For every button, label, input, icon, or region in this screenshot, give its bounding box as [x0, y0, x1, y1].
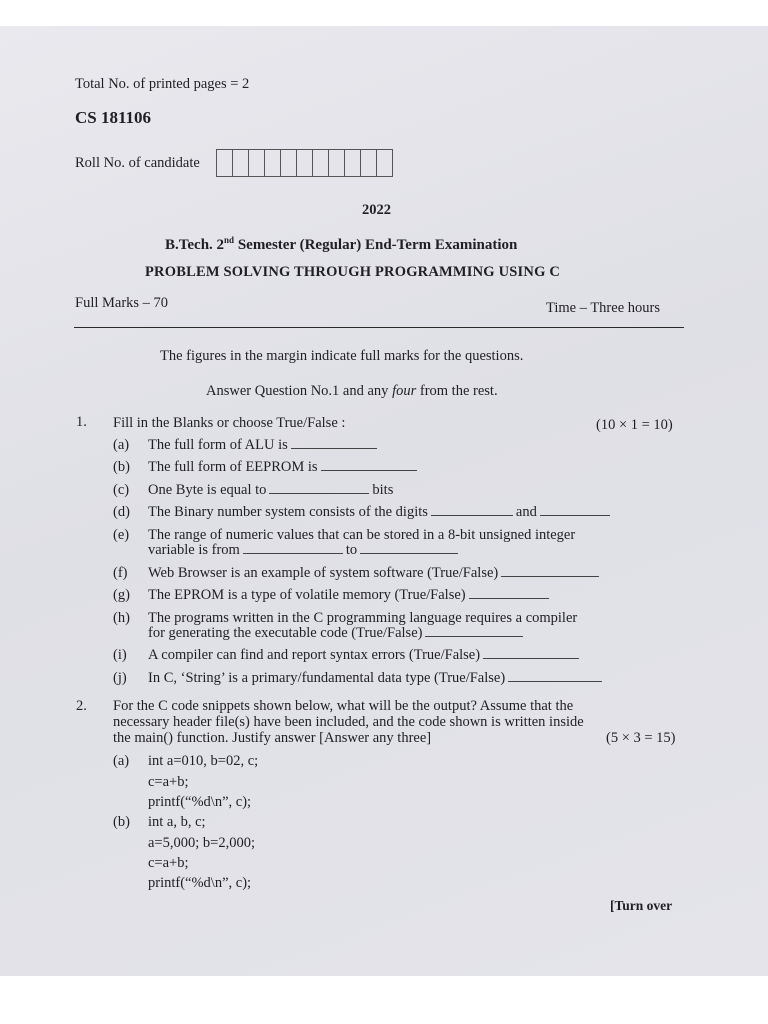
answer-blank[interactable] [501, 565, 599, 577]
roll-number-box[interactable] [249, 150, 265, 176]
q1-item-label: (i) [113, 647, 127, 663]
answer-blank[interactable] [540, 504, 610, 516]
q1-text: Fill in the Blanks or choose True/False : [113, 415, 346, 431]
q1-item-text: Web Browser is an example of system software (True/False) [148, 565, 499, 581]
roll-number-box[interactable] [313, 150, 329, 176]
q1-item-d [148, 504, 613, 521]
q1-item-label: (e) [113, 527, 130, 543]
q1-item-text: One Byte is equal to [148, 482, 267, 498]
q1-item-c [148, 482, 393, 499]
instruction-answer-pre: Answer Question No.1 and any [206, 383, 393, 399]
header-divider [74, 327, 684, 328]
q1-item-f [148, 565, 602, 582]
roll-number-box[interactable] [233, 150, 249, 176]
exam-title-suffix: Semester (Regular) End-Term Examination [234, 237, 518, 253]
subject-title: PROBLEM SOLVING THROUGH PROGRAMMING USING C [145, 264, 561, 280]
answer-blank[interactable] [508, 670, 602, 682]
roll-number-box[interactable] [297, 150, 313, 176]
roll-number-box[interactable] [377, 150, 392, 176]
answer-blank[interactable] [321, 459, 417, 471]
q1-item-mid: and [515, 504, 537, 520]
q1-item-a [148, 437, 380, 454]
q1-item-g [148, 587, 552, 604]
q1-number: 1. [76, 414, 87, 430]
q2-text-line3: the main() function. Justify answer [Answer any three] [113, 730, 432, 746]
q2-number: 2. [76, 698, 87, 714]
q1-item-text: The Binary number system consists of the digits [148, 504, 428, 520]
code-line: c=a+b; [148, 855, 189, 871]
q1-item-label: (b) [113, 459, 130, 475]
answer-blank[interactable] [291, 437, 377, 449]
q1-item-label: (f) [113, 565, 128, 581]
q1-item-e-line2 [148, 542, 461, 559]
q1-item-i [148, 647, 582, 664]
roll-number-box[interactable] [217, 150, 233, 176]
q1-item-label: (d) [113, 504, 130, 520]
code-line: a=5,000; b=2,000; [148, 835, 255, 851]
answer-blank[interactable] [243, 542, 343, 554]
q1-item-label: (c) [113, 482, 130, 498]
q1-item-label: (j) [113, 670, 127, 686]
q1-item-text: variable is from [148, 542, 240, 558]
code-line: printf(“%d\n”, c); [148, 794, 252, 810]
full-marks: Full Marks – 70 [75, 295, 169, 311]
printed-pages-count: Total No. of printed pages = 2 [75, 76, 250, 92]
roll-number-row [75, 148, 393, 178]
exam-year: 2022 [362, 202, 391, 218]
q2-text-line1: For the C code snippets shown below, what will be the output? Assume that the [113, 698, 574, 714]
roll-number-box[interactable] [281, 150, 297, 176]
answer-blank[interactable] [469, 587, 549, 599]
q1-item-mid: to [345, 542, 358, 558]
code-line: int a, b, c; [148, 814, 206, 830]
instruction-answer [206, 383, 498, 400]
q1-item-text: The EPROM is a type of volatile memory (True/False) [148, 587, 466, 603]
q1-item-label: (a) [113, 437, 130, 453]
roll-number-box[interactable] [361, 150, 377, 176]
code-line: c=a+b; [148, 774, 189, 790]
code-line: int a=010, b=02, c; [148, 753, 259, 769]
q1-item-h-line2 [148, 625, 526, 642]
turn-over-note: [Turn over [610, 898, 673, 913]
exam-title [165, 235, 517, 254]
instruction-answer-post: from the rest. [416, 383, 498, 399]
q1-item-label: (h) [113, 610, 130, 626]
instruction-marks: The figures in the margin indicate full marks for the questions. [160, 348, 524, 364]
roll-number-label: Roll No. of candidate [75, 154, 200, 171]
roll-number-boxes[interactable] [216, 149, 393, 177]
exam-title-sup: nd [224, 235, 235, 245]
q1-item-j [148, 670, 605, 687]
exam-title-prefix: B.Tech. 2 [165, 237, 225, 253]
q1-item-label: (g) [113, 587, 130, 603]
answer-blank[interactable] [360, 542, 458, 554]
q1-item-text: A compiler can find and report syntax errors (True/False) [148, 647, 481, 663]
q2-text-line2: necessary header file(s) have been included, and the code shown is written inside [113, 714, 584, 730]
answer-blank[interactable] [269, 482, 369, 494]
roll-number-box[interactable] [345, 150, 361, 176]
q1-item-text: for generating the executable code (True/False) [148, 625, 423, 641]
answer-blank[interactable] [425, 625, 523, 637]
answer-blank[interactable] [431, 504, 513, 516]
q1-item-h-line1: The programs written in the C programming language requires a compiler [148, 610, 578, 626]
q2-marks: (5 × 3 = 15) [606, 730, 676, 746]
course-code: CS 181106 [75, 108, 152, 127]
instruction-answer-emphasis: four [392, 383, 417, 399]
answer-blank[interactable] [483, 647, 579, 659]
q1-item-text: The full form of EEPROM is [148, 459, 318, 475]
q2-part-label: (a) [113, 753, 130, 769]
code-line: printf(“%d\n”, c); [148, 875, 252, 891]
exam-time: Time – Three hours [546, 300, 660, 316]
q1-item-e-line1: The range of numeric values that can be stored in a 8-bit unsigned integer [148, 527, 576, 543]
q1-marks: (10 × 1 = 10) [596, 417, 673, 433]
q1-item-text: In C, ‘String’ is a primary/fundamental data type (True/False) [148, 670, 506, 686]
q1-item-text: The full form of ALU is [148, 437, 288, 453]
roll-number-box[interactable] [265, 150, 281, 176]
q1-item-tail: bits [372, 482, 394, 498]
q1-item-b [148, 459, 420, 476]
roll-number-box[interactable] [329, 150, 345, 176]
q2-part-label: (b) [113, 814, 130, 830]
